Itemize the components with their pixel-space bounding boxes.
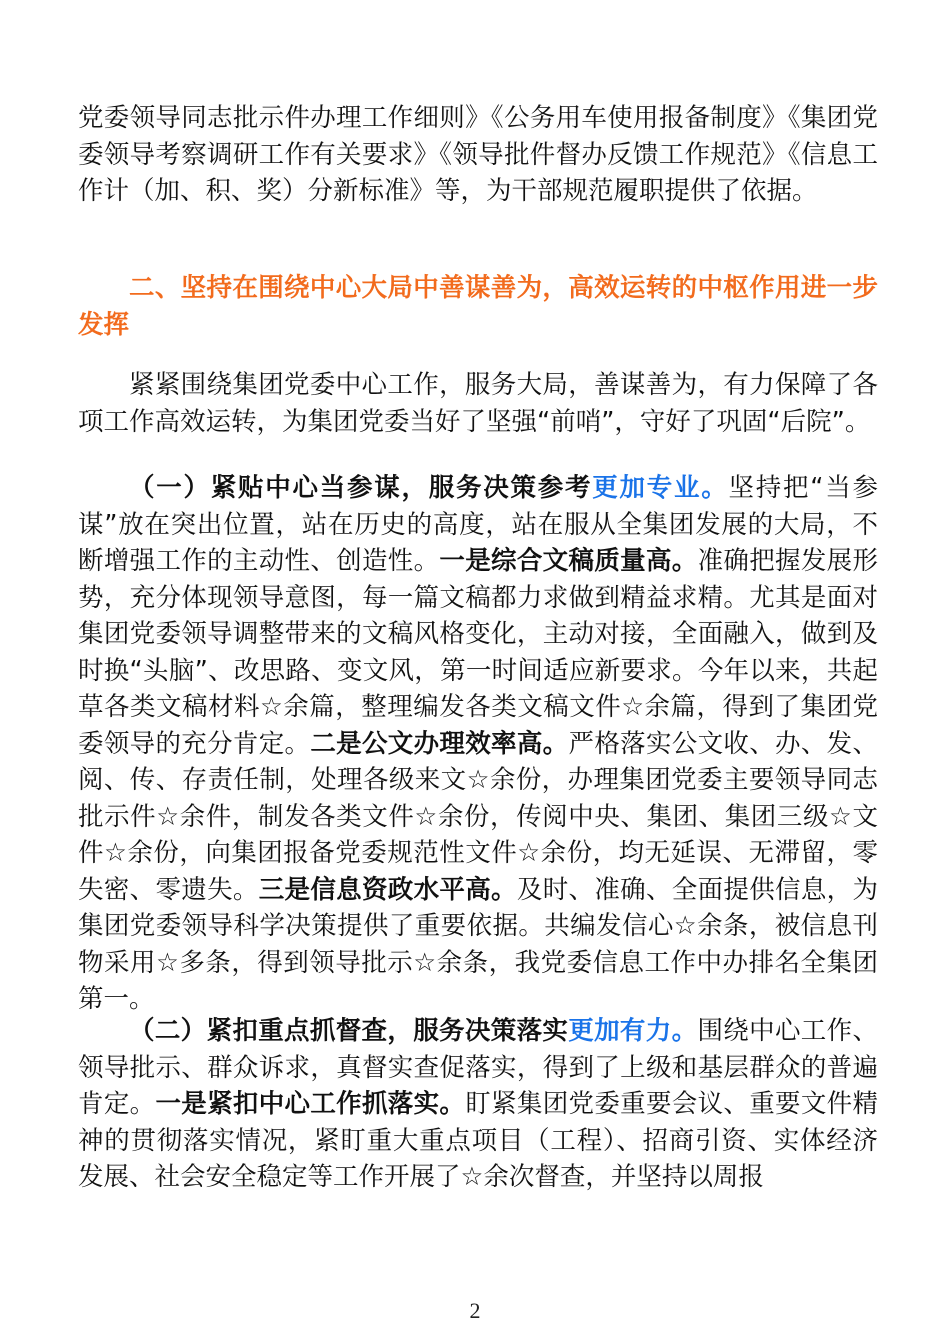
subsection-1-title: （一）紧贴中心当参谋，服务决策参考 [129,473,593,503]
point-1-title: 一是紧扣中心工作抓落实。 [155,1089,466,1119]
subsection-2-paragraph [78,1013,878,1196]
point-2-title: 二是公文办理效率高。 [310,728,569,759]
subsection-2-title: （二）紧扣重点抓督查，服务决策落实 [129,1016,569,1046]
body-text: 及时、准确、全面提供信息，为集团党委领导科学决策提供了重要依据。共编发信心☆余条，被信息刊物采用☆多条，得到领导批示☆余条，我党委信息工作中办排名全集团第一。 [78,874,878,1014]
subsection-1-highlight: 更加专业。 [592,473,729,503]
point-1-title: 一是综合文稿质量高。 [439,546,698,576]
section-intro-paragraph: 紧紧围绕集团党委中心工作，服务大局，善谋善为，有力保障了各项工作高效运转，为集团党委当好了坚强“前哨”，守好了巩固“后院”。 [78,370,878,437]
body-text: 坚持把“当参谋”放在突出位置，站在历史的高度，站在服从全集团发展的大局，不断增强工作的主动性、创造性。 [78,473,878,576]
section-heading-2: 二、坚持在围绕中心大局中善谋善为，高效运转的中枢作用进一步发挥 [78,273,878,340]
body-text: 准确把握发展形势，充分体现领导意图，每一篇文稿都力求做到精益求精。尤其是面对集团党委领导调整带来的文稿风格变化，主动对接，全面融入，做到及时换“头脑”、改思路、变文风，第一时间适应新要求。今年以来，共起草各类文稿材料☆余篇，整理编发各类文稿文件☆余篇，得到了集团党委领导的充分肯定。 [78,546,878,759]
body-text: 围绕中心工作、领导批示、群众诉求，真督实查促落实，得到了上级和基层群众的普遍肯定。 [78,1016,878,1119]
subsection-2-highlight: 更加有力。 [568,1016,698,1046]
subsection-1-paragraph [78,470,878,1018]
body-text: 盯紧集团党委重要会议、重要文件精神的贯彻落实情况，紧盯重大重点项目（工程）、招商引资、实体经济发展、社会安全稳定等工作开展了☆余次督查，并坚持以周报 [78,1089,878,1192]
page-number: 2 [469,1298,481,1323]
point-3-title: 三是信息资政水平高。 [258,874,517,905]
paragraph-continued: 党委领导同志批示件办理工作细则》《公务用车使用报备制度》《集团党委领导考察调研工作有关要求》《领导批件督办反馈工作规范》《信息工作计（加、积、奖）分新标准》等，为干部规范履职提供了依据。 [78,103,878,206]
body-text: 严格落实公文收、办、发、阅、传、存责任制，处理各级来文☆余份，办理集团党委主要领导同志批示件☆余件，制发各类文件☆余份，传阅中央、集团、集团三级☆文件☆余份，向集团报备党委规范性文件☆余份，均无延误、无滞留，零失密、零遗失。 [78,728,878,905]
